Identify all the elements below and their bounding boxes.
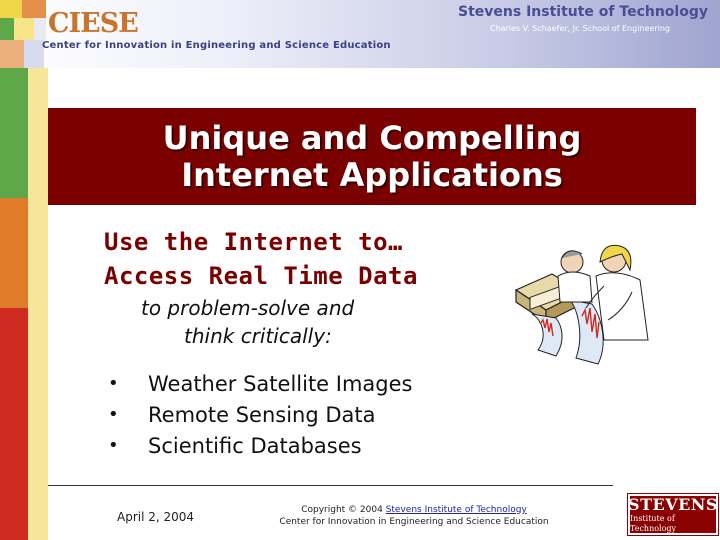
title-line-1: Unique and Compelling (162, 118, 582, 157)
list-item (108, 368, 413, 399)
bullet-icon: • (108, 373, 119, 394)
bullet-text: Scientific Databases (148, 433, 362, 458)
institution-name: Stevens Institute of Technology (458, 4, 708, 20)
copyright-prefix: Copyright © 2004 (301, 505, 386, 515)
bullet-text: Weather Satellite Images (148, 371, 413, 396)
school-name: Charles V. Schaefer, Jr. School of Engineering (489, 24, 670, 33)
footer-divider (48, 485, 613, 486)
bullet-text: Remote Sensing Data (148, 402, 376, 427)
heading-line-2: Access Real Time Data (104, 262, 418, 290)
title-line-2: Internet Applications (181, 155, 563, 194)
side-bar-red (0, 308, 28, 540)
ciese-tagline: Center for Innovation in Engineering and Science Education (42, 40, 391, 51)
decorative-squares (0, 0, 50, 68)
slide-title (48, 108, 696, 205)
footer-copyright (264, 504, 564, 528)
list-item (108, 430, 413, 461)
heading-line-1: Use the Internet to… (104, 228, 403, 256)
center-name-line: Center for Innovation in Engineering and Science Education (279, 517, 549, 527)
side-bar-green (0, 68, 28, 198)
copyright-line (264, 504, 564, 516)
list-item (108, 399, 413, 430)
stevens-link[interactable]: Stevens Institute of Technology (385, 505, 527, 515)
scientists-seismograph-clipart-icon (512, 240, 662, 370)
stevens-logo-main: STEVENS (628, 494, 718, 514)
side-bar-orange (0, 198, 28, 308)
footer-date: April 2, 2004 (117, 510, 195, 524)
subtext-line-1: to problem-solve and (141, 296, 355, 320)
side-bar-yellow (28, 68, 48, 540)
stevens-logo (628, 494, 718, 535)
subtext-line-2: think critically: (184, 324, 332, 348)
bullet-list (108, 368, 413, 461)
bullet-icon: • (108, 404, 119, 425)
stevens-logo-sub: Institute of Technology (630, 513, 677, 533)
ciese-logo: CIESE (48, 8, 138, 39)
bullet-icon: • (108, 435, 119, 456)
